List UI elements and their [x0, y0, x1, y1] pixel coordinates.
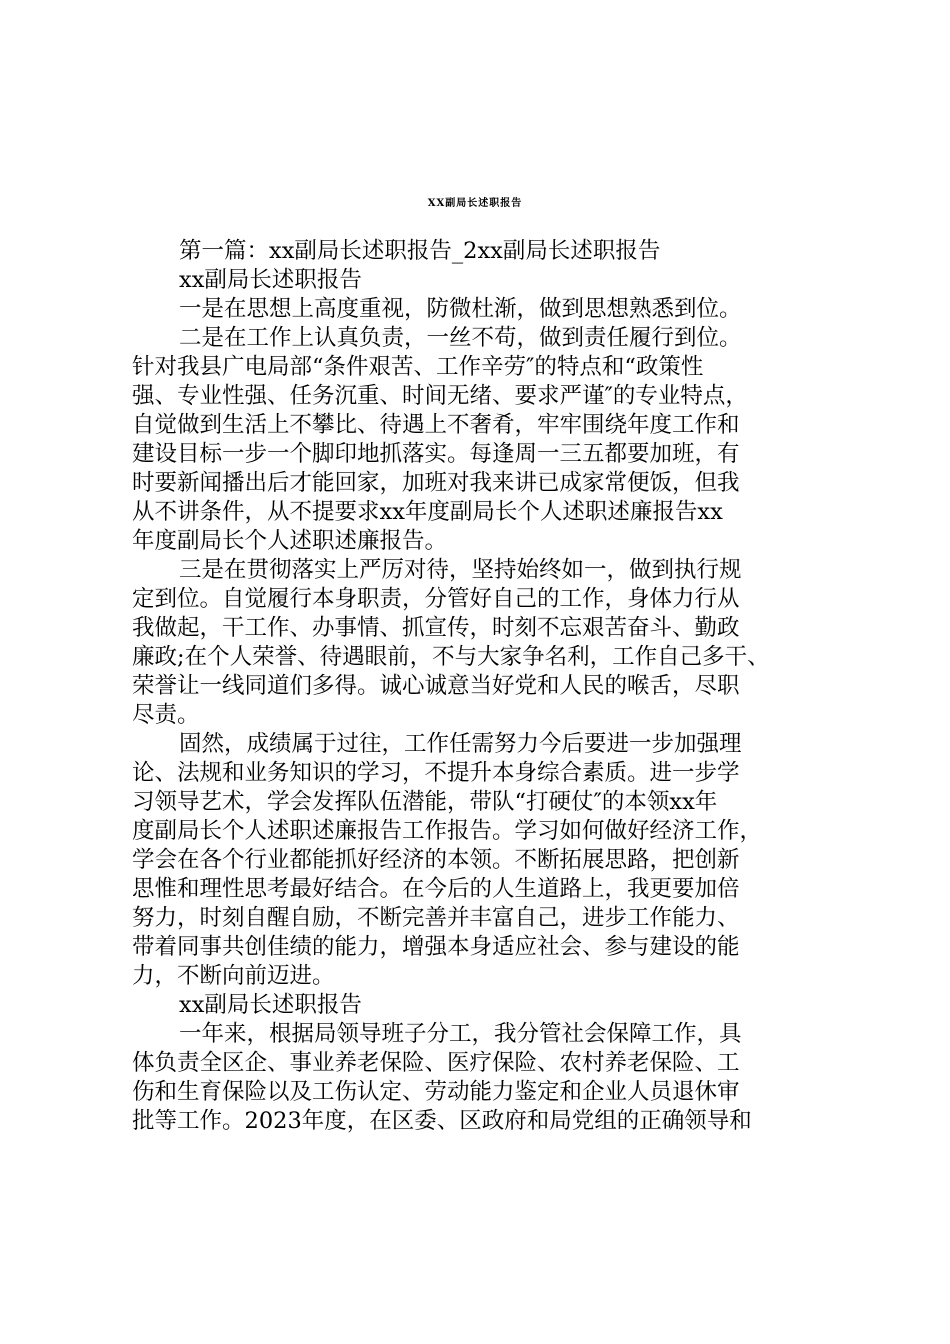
paragraph-line: 度副局长个人述职述廉报告工作报告。学习如何做好经济工作， [132, 818, 763, 844]
paragraph-line: 针对我县广电局部“条件艰苦、工作辛劳″的特点和“政策性 [132, 354, 704, 380]
paragraph-line: 廉政;在个人荣誉、待遇眼前，不与大家争名利，工作自己多干、 [132, 644, 770, 670]
paragraph-line: 建设目标一步一个脚印地抓落实。每逢周一三五都要加班，有 [132, 441, 740, 467]
paragraph-line: 从不讲条件，从不提要求xx年度副局长个人述职述廉报告xx [132, 499, 723, 525]
paragraph-line: 努力，时刻自醒自励，不断完善并丰富自己，进步工作能力、 [132, 905, 740, 931]
paragraph-line: 力，不断向前迈进。 [132, 963, 335, 989]
paragraph-line: 论、法规和业务知识的学习，不提升本身综合素质。进一步学 [132, 760, 740, 786]
paragraph-line: 带着同事共创佳绩的能力，增强本身适应社会、参与建设的能 [132, 934, 740, 960]
paragraph-line: xx副局长述职报告 [179, 992, 362, 1018]
paragraph-line: 体负责全区企、事业养老保险、医疗保险、农村养老保险、工 [132, 1050, 740, 1076]
paragraph-line: 习领导艺术，学会发挥队伍潜能，带队“打硬仗″的本领xx年 [132, 789, 718, 815]
paragraph-line: 自觉做到生活上不攀比、待遇上不奢肴，牢牢围绕年度工作和 [132, 412, 740, 438]
paragraph-line: 一年来，根据局领导班子分工，我分管社会保障工作，具 [179, 1021, 742, 1047]
paragraph-line: xx副局长述职报告 [179, 267, 362, 293]
paragraph-line: 固然，成绩属于过往，工作任需努力今后要进一步加强理 [179, 731, 742, 757]
paragraph-line: 我做起，干工作、办事情、抓宣传，时刻不忘艰苦奋斗、勤政 [132, 615, 740, 641]
paragraph-line: 二是在工作上认真负责，一丝不苟，做到责任履行到位。 [179, 325, 742, 351]
document-title: XX副局长述职报告 [427, 198, 523, 209]
paragraph-line: 思惟和理性思考最好结合。在今后的人生道路上，我更要加倍 [132, 876, 740, 902]
paragraph-line: 批等工作。2023年度，在区委、区政府和局党组的正确领导和 [132, 1108, 752, 1134]
paragraph-line: 荣誉让一线同道们多得。诚心诚意当好党和人民的喉舌，尽职 [132, 673, 740, 699]
paragraph-line: 第一篇：xx副局长述职报告_2xx副局长述职报告 [179, 238, 661, 264]
paragraph-line: 伤和生育保险以及工伤认定、劳动能力鉴定和企业人员退休审 [132, 1079, 740, 1105]
paragraph-line: 强、专业性强、任务沉重、时间无绪、要求严谨″的专业特点， [132, 383, 748, 409]
paragraph-line: 时要新闻播出后才能回家，加班对我来讲已成家常便饭，但我 [132, 470, 740, 496]
paragraph-line: 三是在贯彻落实上严厉对待，坚持始终如一，做到执行规 [179, 557, 742, 583]
paragraph-line: 一是在思想上高度重视，防微杜渐，做到思想熟悉到位。 [179, 296, 742, 322]
paragraph-line: 学会在各个行业都能抓好经济的本领。不断拓展思路，把创新 [132, 847, 740, 873]
paragraph-line: 年度副局长个人述职述廉报告。 [132, 528, 448, 554]
paragraph-line: 尽责。 [132, 702, 200, 728]
paragraph-line: 定到位。自觉履行本身职责，分管好自己的工作，身体力行从 [132, 586, 740, 612]
